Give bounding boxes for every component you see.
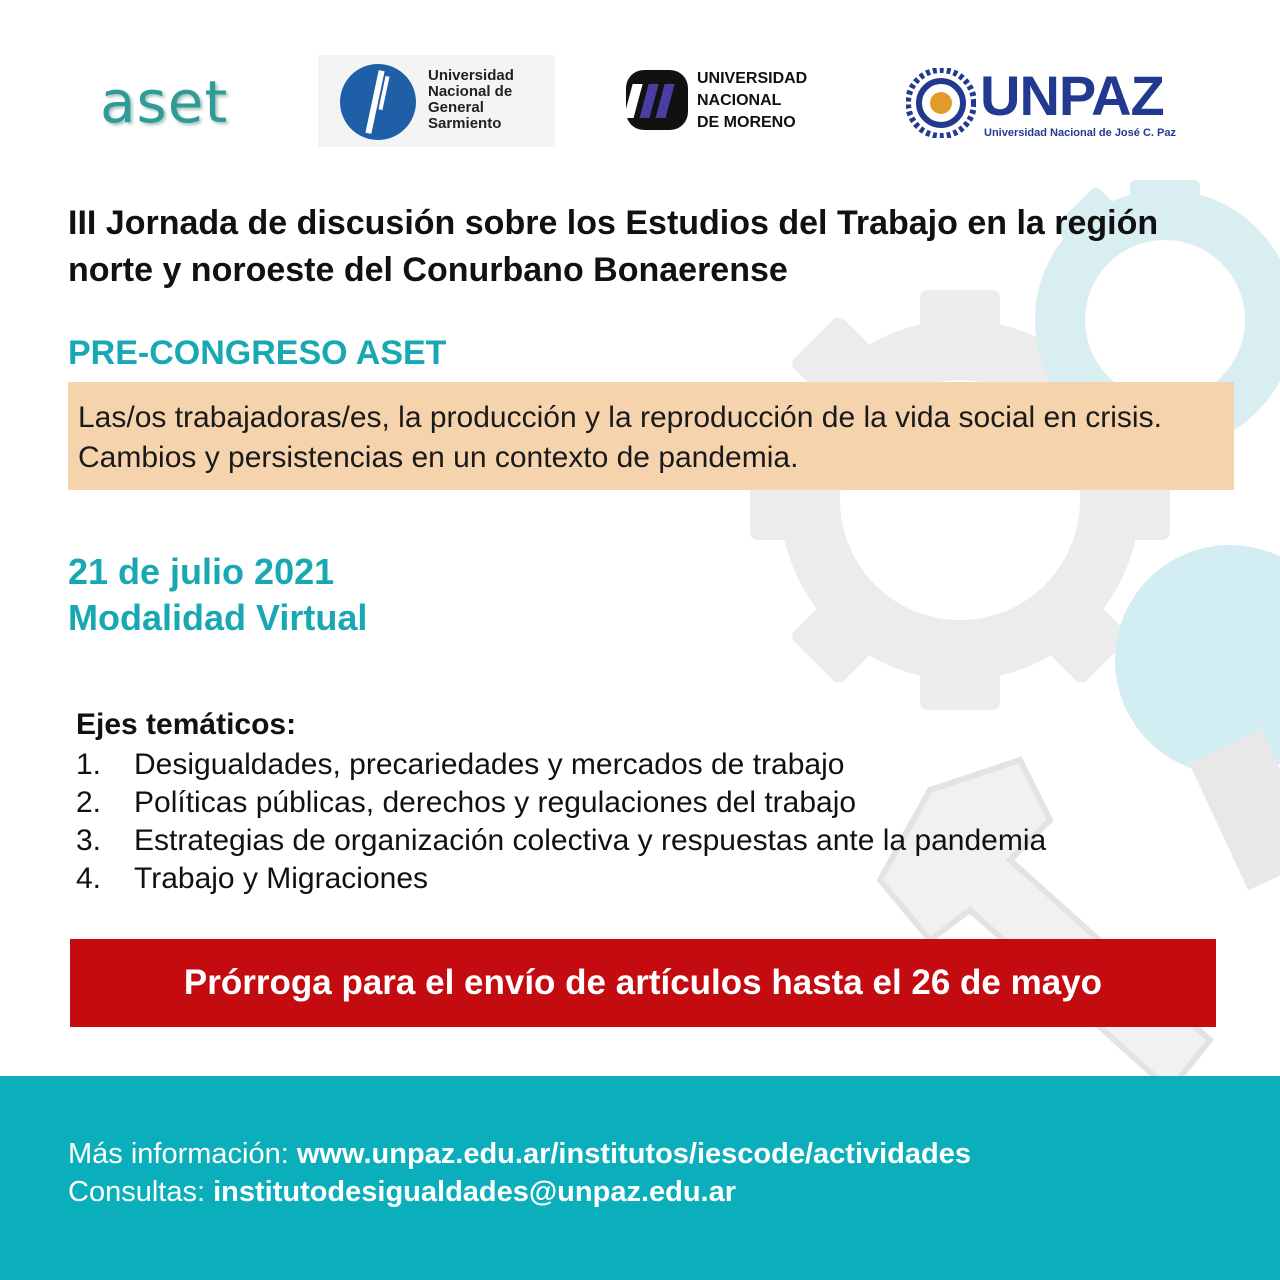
unpaz-sun-icon (906, 68, 976, 138)
unm-logo-icon (622, 64, 692, 136)
list-item-number: 2. (76, 786, 102, 819)
list-item-text: Desigualdades, precariedades y mercados de trabajo (134, 748, 845, 781)
list-item (76, 748, 844, 782)
aset-logo: aset (100, 68, 229, 136)
list-item-number: 1. (76, 748, 102, 781)
event-modality: Modalidad Virtual (68, 597, 368, 638)
list-item (76, 786, 856, 820)
contact-email-link[interactable]: institutodesigualdades@unpaz.edu.ar (213, 1176, 737, 1208)
list-item-number: 3. (76, 824, 102, 857)
precongreso-heading: PRE-CONGRESO ASET (68, 334, 447, 372)
ejes-title: Ejes temáticos: (76, 708, 297, 741)
deadline-banner-text: Prórroga para el envío de artículos hasta el 26 de mayo (183, 963, 1103, 1002)
theme-text: Las/os trabajadoras/es, la producción y la reproducción de la vida social en crisis. Cambios y persistencias en un contexto de pandemia. (78, 401, 1162, 474)
light-bulb-icon (1115, 545, 1280, 890)
event-title: III Jornada de discusión sobre los Estudios del Trabajo en la región norte y noroeste del Conurbano Bonaerense (68, 204, 1159, 289)
list-item-text: Estrategias de organización colectiva y respuestas ante la pandemia (134, 824, 1047, 857)
ungs-line-3: General (428, 99, 484, 116)
unm-line-2: NACIONAL (697, 92, 782, 109)
info-url-link[interactable]: www.unpaz.edu.ar/institutos/iescode/actividades (296, 1138, 971, 1170)
list-item-number: 4. (76, 862, 102, 895)
unm-logo-text (697, 68, 837, 134)
ungs-line-4: Sarmiento (428, 115, 502, 132)
contact-label: Consultas: (68, 1176, 214, 1208)
unm-line-1: UNIVERSIDAD (697, 70, 808, 87)
unpaz-logo-text: UNPAZ (980, 64, 1164, 127)
list-item (76, 824, 1046, 858)
ungs-line-1: Universidad (428, 67, 514, 84)
unpaz-logo-subtitle: Universidad Nacional de José C. Paz (984, 127, 1176, 139)
contact-line (68, 1176, 736, 1209)
wrench-icon (880, 760, 1210, 1090)
ungs-logo-icon (338, 62, 418, 142)
ungs-logo-text (428, 68, 548, 132)
event-date: 21 de julio 2021 (68, 551, 335, 592)
info-label: Más información: (68, 1138, 297, 1170)
info-line (68, 1138, 971, 1171)
list-item-text: Trabajo y Migraciones (134, 862, 429, 895)
list-item-text: Políticas públicas, derechos y regulaciones del trabajo (134, 786, 857, 819)
unm-line-3: DE MORENO (697, 114, 796, 131)
ungs-line-2: Nacional de (428, 83, 513, 100)
list-item (76, 862, 428, 896)
